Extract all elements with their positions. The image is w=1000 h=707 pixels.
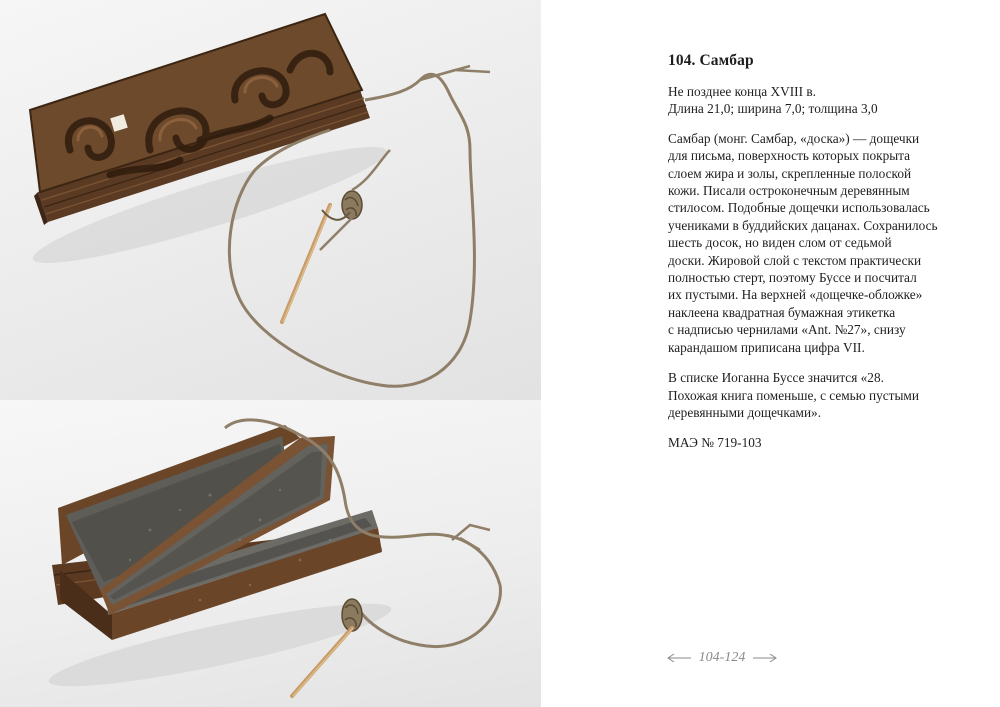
- description-line: для письма, поверхность которых покрыта: [668, 148, 911, 164]
- description-line: с надписью чернилами «Ant. №27», снизу: [668, 322, 906, 338]
- description-line: слоем жира и золы, скрепленные полоской: [668, 165, 912, 181]
- article-title: 104. Самбар: [668, 52, 754, 69]
- open-tablets-photo: [0, 400, 541, 707]
- busse-line: Похожая книга поменьше, с семью пустыми: [668, 387, 919, 403]
- left-arrow-icon[interactable]: [666, 653, 692, 663]
- article-text: [668, 52, 968, 452]
- description-line: карандашом приписана цифра VII.: [668, 339, 865, 355]
- description-line: полностью стерт, поэтому Буссе и посчитал: [668, 270, 917, 286]
- right-arrow-icon[interactable]: [752, 653, 778, 663]
- object-meta: [668, 83, 968, 118]
- description-line: их пустыми. На верхней «дощечке-обложке»: [668, 287, 923, 303]
- description-line: стилосом. Подобные дощечки использовалась: [668, 200, 930, 216]
- busse-line: деревянными дощечками».: [668, 404, 822, 420]
- closed-case-illustration: [0, 0, 541, 400]
- closed-tablet-case-photo: [0, 0, 541, 400]
- busse-line: В списке Иоганна Буссе значится «28.: [668, 370, 884, 386]
- description-paragraph: [668, 130, 968, 356]
- open-tablets-illustration: [0, 400, 541, 707]
- description-line: Самбар (монг. Самбар, «доска») — дощечки: [668, 130, 920, 146]
- description-line: учениками в буддийских дацанах. Сохранилось: [668, 217, 938, 233]
- description-line: кожи. Писали остроконечным деревянным: [668, 183, 910, 199]
- page-range-label: 104-124: [698, 650, 746, 665]
- busse-list-paragraph: [668, 369, 968, 421]
- description-line: шесть досок, но виден слом от седьмой: [668, 235, 892, 251]
- description-line: наклеена квадратная бумажная этикетка: [668, 304, 896, 320]
- page-range-nav: [666, 650, 778, 666]
- dimensions-line: Длина 21,0; ширина 7,0; толщина 3,0: [668, 101, 878, 117]
- catalog-number: МАЭ № 719-103: [668, 435, 762, 451]
- description-line: доски. Жировой слой с текстом практически: [668, 252, 922, 268]
- dating-line: Не позднее конца XVIII в.: [668, 84, 816, 99]
